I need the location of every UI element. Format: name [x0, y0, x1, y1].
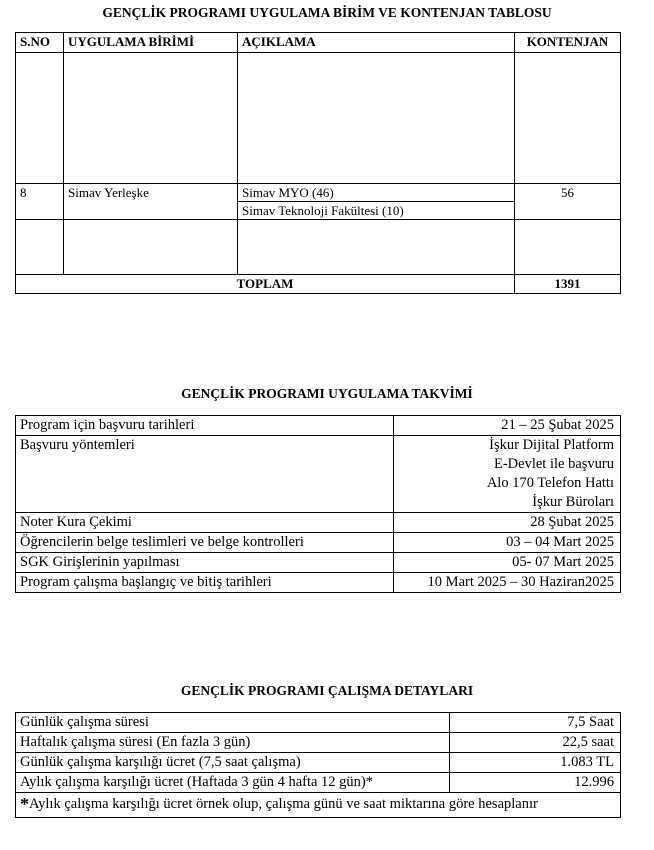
row-unit: Simav Yerleşke	[64, 184, 238, 220]
schedule-value: 05- 07 Mart 2025	[394, 553, 621, 573]
blank-row	[16, 53, 621, 184]
description-line: Simav MYO (46)	[242, 185, 334, 200]
quota-table	[15, 32, 621, 294]
application-method: Alo 170 Telefon Hattı	[486, 475, 614, 491]
header-unit: UYGULAMA BİRİMİ	[64, 33, 238, 53]
header-sno: S.NO	[16, 33, 64, 53]
total-value: 1391	[515, 275, 621, 294]
table-row	[16, 533, 621, 553]
work-details-table	[15, 712, 621, 818]
schedule-label: Noter Kura Çekimi	[16, 513, 394, 533]
table-row	[16, 713, 621, 733]
row-quota: 56	[515, 184, 621, 220]
detail-label: Aylık çalışma karşılığı ücret (Haftada 3 gün 4 hafta 12 gün)*	[16, 773, 450, 793]
table-row	[16, 553, 621, 573]
table-row	[16, 436, 621, 513]
schedule-label: SGK Girişlerinin yapılması	[16, 553, 394, 573]
detail-label: Günlük çalışma karşılığı ücret (7,5 saat çalışma)	[16, 753, 450, 773]
row-sno: 8	[16, 184, 64, 220]
table-row	[16, 416, 621, 436]
total-label: TOPLAM	[16, 275, 515, 294]
description-line: Simav Teknoloji Fakültesi (10)	[238, 201, 514, 219]
schedule-value: 03 – 04 Mart 2025	[394, 533, 621, 553]
footnote-star: *	[20, 794, 29, 814]
table-row	[16, 733, 621, 753]
detail-value: 12.996	[450, 773, 621, 793]
blank-row	[16, 220, 621, 275]
table-row	[16, 773, 621, 793]
schedule-table	[15, 415, 621, 593]
quota-table-title: GENÇLİK PROGRAMI UYGULAMA BİRİM VE KONTENJAN TABLOSU	[102, 5, 552, 20]
header-description: AÇIKLAMA	[238, 33, 515, 53]
schedule-label: Program için başvuru tarihleri	[16, 416, 394, 436]
table-row	[16, 184, 621, 220]
detail-label: Haftalık çalışma süresi (En fazla 3 gün)	[16, 733, 450, 753]
schedule-table-title: GENÇLİK PROGRAMI UYGULAMA TAKVİMİ	[181, 386, 473, 401]
detail-label: Günlük çalışma süresi	[16, 713, 450, 733]
detail-value: 22,5 saat	[450, 733, 621, 753]
application-method: E-Devlet ile başvuru	[494, 456, 614, 472]
footnote	[16, 793, 621, 818]
row-description	[238, 184, 515, 220]
header-quota: KONTENJAN	[515, 33, 621, 53]
total-row	[16, 275, 621, 294]
footnote-text: Aylık çalışma karşılığı ücret örnek olup, çalışma günü ve saat miktarına göre hesaplanır	[29, 796, 538, 812]
detail-value: 1.083 TL	[450, 753, 621, 773]
table-row	[16, 513, 621, 533]
schedule-label: Program çalışma başlangıç ve bitiş tarihleri	[16, 573, 394, 593]
application-method: İşkur Büroları	[532, 494, 614, 510]
table-row	[16, 573, 621, 593]
schedule-label: Öğrencilerin belge teslimleri ve belge kontrolleri	[16, 533, 394, 553]
schedule-value: 10 Mart 2025 – 30 Haziran2025	[394, 573, 621, 593]
detail-value: 7,5 Saat	[450, 713, 621, 733]
table-row	[16, 753, 621, 773]
schedule-value: 21 – 25 Şubat 2025	[394, 416, 621, 436]
schedule-label: Başvuru yöntemleri	[16, 436, 394, 513]
work-details-title: GENÇLİK PROGRAMI ÇALIŞMA DETAYLARI	[180, 683, 474, 698]
schedule-value	[394, 436, 621, 513]
note-row	[16, 793, 621, 818]
schedule-value: 28 Şubat 2025	[394, 513, 621, 533]
quota-table-header-row	[16, 33, 621, 53]
application-method: İşkur Dijital Platform	[489, 437, 614, 453]
